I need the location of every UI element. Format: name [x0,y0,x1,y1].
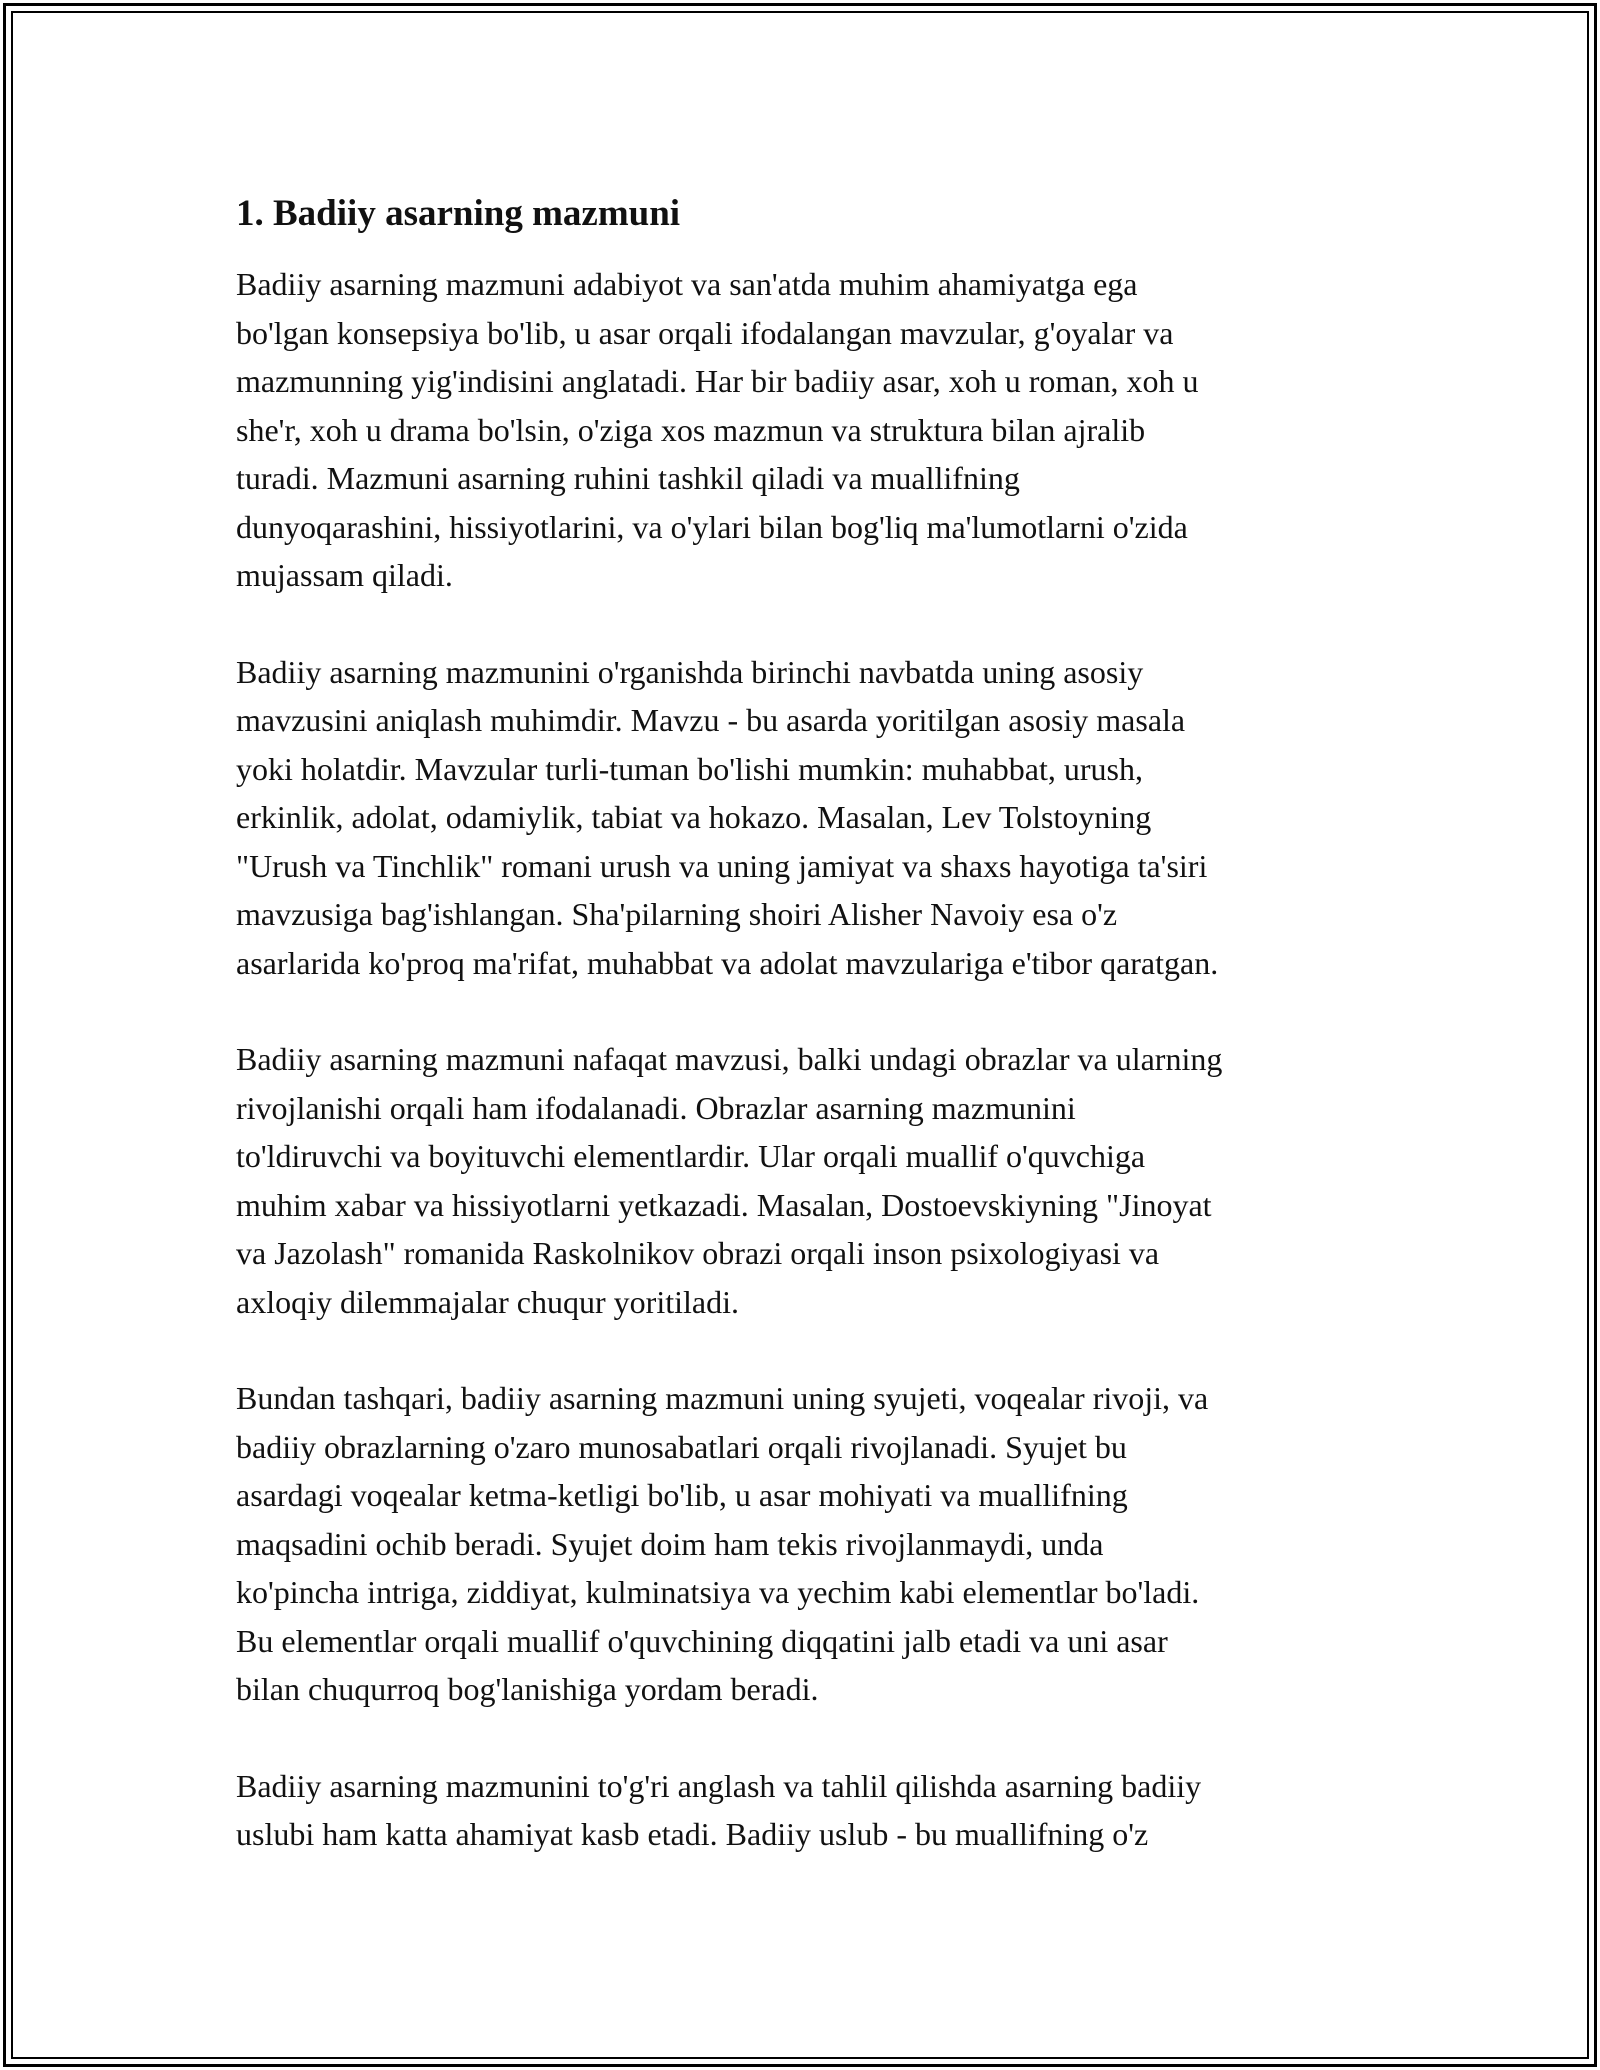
text-line: maqsadini ochib beradi. Syujet doim ham tekis rivojlanmaydi, unda [236,1525,1104,1562]
text-line: Bu elementlar orqali muallif o'quvchining diqqatini jalb etadi va uni asar [236,1622,1168,1659]
paragraph-1 [236,260,1376,600]
text-line: Badiiy asarning mazmuni nafaqat mavzusi, balki undagi obrazlar va ularning [236,1041,1223,1077]
text-line: bo'lgan konsepsiya bo'lib, u asar orqali ifodalangan mavzular, g'oyalar va [236,314,1174,351]
text-line: mavzusini aniqlash muhimdir. Mavzu - bu asarda yoritilgan asosiy masala [236,702,1186,738]
text-line: Badiiy asarning mazmunini o'rganishda birinchi navbatda uning asosiy [236,653,1144,690]
text-line: Badiiy asarning mazmuni adabiyot va san'atda muhim ahamiyatga ega [236,266,1138,302]
text-line: muhim xabar va hissiyotlarni yetkazadi. Masalan, Dostoevskiyning "Jinoyat [236,1186,1212,1223]
text-line: turadi. Mazmuni asarning ruhini tashkil qiladi va muallifning [236,460,1020,496]
text-line: uslubi ham katta ahamiyat kasb etadi. Badiiy uslub - bu muallifning o'z [236,1816,1149,1852]
text-line: rivojlanishi orqali ham ifodalanadi. Obrazlar asarning mazmunini [236,1089,1076,1126]
text-line: Bundan tashqari, badiiy asarning mazmuni uning syujeti, voqealar rivoji, va [236,1380,1209,1416]
text-line: mavzusiga bag'ishlangan. Sha'pilarning shoiri Alisher Navoiy esa o'z [236,896,1118,932]
text-line: mujassam qiladi. [236,557,453,593]
section-heading: 1. Badiiy asarning mazmuni [236,193,681,234]
text-line: badiiy obrazlarning o'zaro munosabatlari orqali rivojlanadi. Syujet bu [236,1428,1127,1465]
text-line: va Jazolash" romanida Raskolnikov obrazi orqali inson psixologiyasi va [236,1235,1160,1271]
paragraph-3 [236,1035,1376,1326]
text-line: yoki holatdir. Mavzular turli-tuman bo'lishi mumkin: muhabbat, urush, [236,750,1143,787]
text-line: bilan chuqurroq bog'lanishiga yordam beradi. [236,1671,819,1707]
text-line: Badiiy asarning mazmunini to'g'ri anglash va tahlil qilishda asarning badiiy [236,1767,1202,1804]
paragraph-4 [236,1374,1376,1714]
text-line: mazmunning yig'indisini anglatadi. Har bir badiiy asar, xoh u roman, xoh u [236,363,1199,399]
text-line: "Urush va Tinchlik" romani urush va uning jamiyat va shaxs hayotiga ta'siri [236,847,1208,884]
text-line: dunyoqarashini, hissiyotlarini, va o'ylari bilan bog'liq ma'lumotlarni o'zida [236,508,1188,545]
paragraph-2 [236,648,1376,988]
text-line: to'ldiruvchi va boyituvchi elementlardir. Ular orqali muallif o'quvchiga [236,1138,1146,1174]
text-line: she'r, xoh u drama bo'lsin, o'ziga xos mazmun va struktura bilan ajralib [236,411,1146,448]
text-line: ko'pincha intriga, ziddiyat, kulminatsiya va yechim kabi elementlar bo'ladi. [236,1574,1200,1610]
text-line: axloqiy dilemmajalar chuqur yoritiladi. [236,1283,739,1320]
text-line: asarlarida ko'proq ma'rifat, muhabbat va adolat mavzulariga e'tibor qaratgan. [236,944,1219,981]
text-line: erkinlik, adolat, odamiylik, tabiat va hokazo. Masalan, Lev Tolstoyning [236,799,1152,835]
document-body [236,188,1376,1907]
paragraph-5 [236,1762,1376,1859]
text-line: asardagi voqealar ketma-ketligi bo'lib, u asar mohiyati va muallifning [236,1477,1128,1513]
